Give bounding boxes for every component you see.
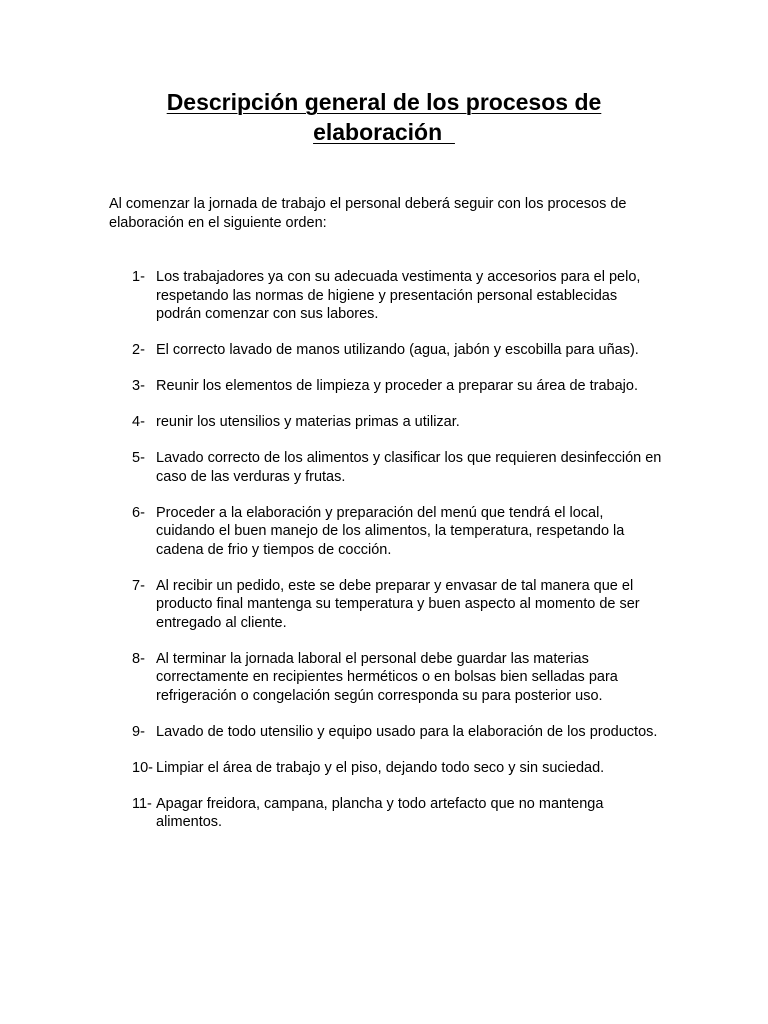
step-text: Limpiar el área de trabajo y el piso, dejando todo seco y sin suciedad. [156,759,605,776]
step-3 [132,377,662,396]
step-text: Al terminar la jornada laboral el personal debe guardar las materias correctamente en recipientes herméticos o en bolsas bien selladas para refrigeración o congelación según corresponda su para posterior uso. [156,650,618,704]
step-number: 2- [132,342,145,358]
step-1 [132,268,662,324]
step-number: 1- [132,269,145,285]
step-number: 5- [132,450,145,466]
step-4 [132,413,662,432]
step-2 [132,341,662,360]
step-6 [132,504,662,560]
step-11 [132,795,662,832]
step-text: Los trabajadores ya con su adecuada vestimenta y accesorios para el pelo, respetando las normas de higiene y presentación personal establecidas podrán comenzar con sus labores. [156,269,641,322]
intro-paragraph: Al comenzar la jornada de trabajo el personal deberá seguir con los procesos de elaboración en el siguiente orden: [109,196,627,231]
step-number: 11- [132,795,152,812]
step-number: 6- [132,504,145,521]
step-5 [132,449,662,486]
step-number: 10- [132,759,153,776]
process-steps-list [132,268,662,849]
step-text: Apagar freidora, campana, plancha y todo artefacto que no mantenga alimentos. [156,795,604,830]
step-7 [132,577,662,633]
step-10 [132,759,662,778]
step-number: 9- [132,723,145,740]
step-8 [132,650,662,706]
title-line-1: Descripción general de los procesos de [166,89,602,115]
step-text: reunir los utensilios y materias primas a utilizar. [156,414,460,430]
step-number: 8- [132,650,145,667]
step-number: 3- [132,378,145,394]
document-title [100,87,668,147]
step-text: Lavado correcto de los alimentos y clasificar los que requieren desinfección en caso de las verduras y frutas. [156,450,662,485]
step-text: El correcto lavado de manos utilizando (agua, jabón y escobilla para uñas). [156,342,639,358]
step-text: Lavado de todo utensilio y equipo usado para la elaboración de los productos. [156,723,658,740]
title-line-2: elaboración [313,119,455,145]
step-text: Proceder a la elaboración y preparación del menú que tendrá el local, cuidando el buen manejo de los alimentos, la temperatura, respetando la cadena de frio y tiempos de cocción. [156,504,625,558]
step-number: 7- [132,577,145,594]
step-9 [132,723,662,742]
step-text: Reunir los elementos de limpieza y proceder a preparar su área de trabajo. [156,378,638,394]
step-text: Al recibir un pedido, este se debe preparar y envasar de tal manera que el producto final mantenga su temperatura y buen aspecto al momento de ser entregado al cliente. [156,577,640,631]
step-number: 4- [132,414,145,430]
